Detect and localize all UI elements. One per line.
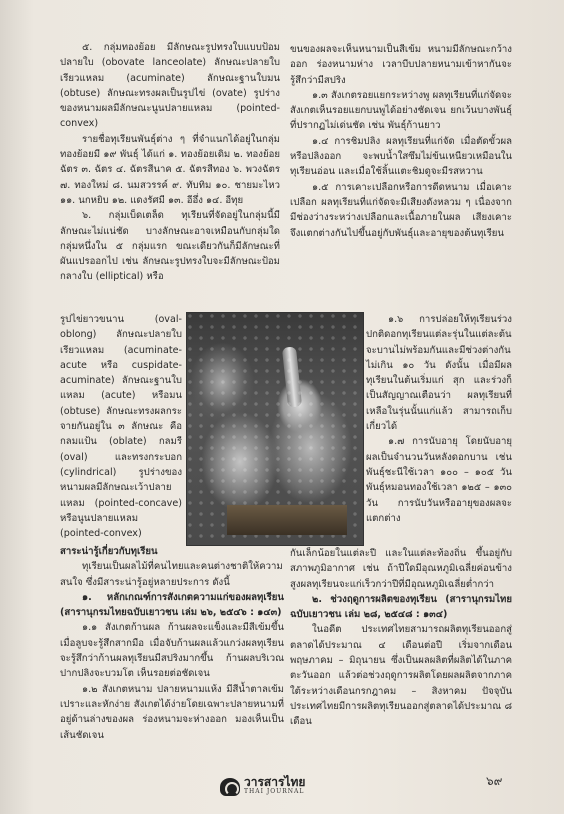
- left-column-wrap: [60, 312, 182, 541]
- paragraph: ในอดีต ประเทศไทยสามารถผลิตทุเรียนออกสู่ตลาดได้ประมาณ ๔ เดือนต่อปี เริ่มจากเดือนพฤษภาคม – มิถุนายน ซึ่งเป็นผลผลิตที่ผลิตได้ในภาคตะวันออก แล้วต่อช่วงฤดูการผลิตโดยผลผลิตจากภาคใต้ระหว่างเดือนกรกฎาคม – สิงหาคม ปัจจุบันประเทศไทยมีการผลิตทุเรียนออกสู่ตลาดได้ประมาณ ๘ เดือน: [290, 624, 512, 728]
- paragraph: ๑.๑ สังเกตก้านผล ก้านผลจะแข็งและมีสีเข้มขึ้น เมื่อลูบจะรู้สึกสากมือ เมื่อจับก้านผลแล้วแกว่งผลทุเรียนจะรู้สึกว่าก้านผลทุเรียนมีสปริงมากขึ้น ก้านผลบริเวณปากปลิงจะบวมโต เห็นรอยต่อชัดเจน: [60, 622, 284, 680]
- left-column-top: [60, 40, 280, 285]
- paragraph: ขนของผลจะเห็นหนามเป็นสีเข้ม หนามมีลักษณะกว้างออก ร่องหนามห่าง เวลาบีบปลายหนามเข้าหากันจะรู้สึกว่ามีสปริง: [290, 44, 512, 86]
- durian-photo: [186, 312, 364, 546]
- right-column-wrap: [366, 312, 512, 526]
- paragraph: ๑.๕ การเคาะเปลือกหรือการดีดหนาม เมื่อเคาะเปลือก ผลทุเรียนที่แก่จัดจะมีเสียงดังหลวม ๆ เนื่องจากมีช่องว่างระหว่างเปลือกและเนื้อภายในผล เสียงเคาะจึงแตกต่างกันไปขึ้นอยู่กับพันธุ์และอายุของต้นทุเรียน: [290, 181, 512, 239]
- section-heading: สาระน่ารู้เกี่ยวกับทุเรียน: [60, 546, 158, 557]
- journal-logo: [220, 775, 360, 799]
- paragraph: รายชื่อทุเรียนพันธุ์ต่าง ๆ ที่จำแนกได้อยู่ในกลุ่มทองย้อยมี ๑๙ พันธุ์ ได้แก่ ๑. ทองย้อยเดิม ๒. ทองย้อยฉัตร ๓. ฉัตร ๔. ฉัตรสีนาค ๕. ฉัตรสีทอง ๖. พวงฉัตร ๗. ทองใหม่ ๘. นมสวรรค์ ๙. ทับทิม ๑๐. ชายมะไหว ๑๑. นกหยิบ ๑๒. แดงรัศมี ๑๓. อีอึ่ง ๑๔. อีทุย: [60, 133, 280, 206]
- page-number: ๖๙: [486, 774, 503, 788]
- left-column-bottom: [60, 544, 284, 743]
- photo-stand: [227, 505, 347, 535]
- paragraph: ๑.๔ การชิมปลิง ผลทุเรียนที่แก่จัด เมื่อตัดขั้วผลหรือปลิงออก จะพบน้ำใสซึมไม่ข้นเหนียวเหมือนในทุเรียนอ่อน และเมื่อใช้ลิ้นแตะชิมดูจะมีรสหวาน: [290, 135, 512, 178]
- paragraph: ๑.๒ สังเกตหนาม ปลายหนามแห้ง มีสีน้ำตาลเข้ม เปราะและหักง่าย สังเกตได้ง่ายโดยเฉพาะปลายหนามที่อยู่ด้านล่างของผล ร่องหนามจะห่างออก มองเห็นเป็นเส้นชัดเจน: [60, 683, 284, 741]
- paragraph: ๖. กลุ่มเบ็ดเตล็ด ทุเรียนที่จัดอยู่ในกลุ่มนี้มีลักษณะไม่แน่ชัด บางลักษณะอาจเหมือนกับกลุ่มใดกลุ่มหนึ่งใน ๕ กลุ่มแรก ขณะเดียวกันก็มีลักษณะที่ผันแปรออกไป เช่น ลักษณะรูปทรงใบจะมีลักษณะป้อมกลางใบ (elliptical) หรือ: [60, 210, 280, 283]
- paragraph: กันเล็กน้อยในแต่ละปี และในแต่ละท้องถิ่น ขึ้นอยู่กับสภาพภูมิอากาศ เช่น ถ้าปีใดมีอุณหภูมิเฉลี่ยค่อนข้างสูงผลทุเรียนจะแก่เร็วกว่าปีที่มีอุณหภูมิเฉลี่ยต่ำกว่า: [290, 548, 512, 590]
- paragraph: ๕. กลุ่มทองย้อย มีลักษณะรูปทรงใบแบบป้อมปลายใบ (obovate lanceolate) ลักษณะปลายใบเรียวแหลม (acuminate) ลักษณะฐานใบมน (obtuse) ลักษณะทรงผลเป็นรูปไข่ (ovate) รูปร่างของหนามผลมีลักษณะนูนปลายแหลม (pointed-convex): [60, 42, 280, 130]
- paragraph: ๑.๗ การนับอายุ โดยนับอายุผลเป็นจำนวนวันหลังดอกบาน เช่น พันธุ์ชะนีใช้เวลา ๑๐๐ – ๑๐๕ วัน พันธุ์หมอนทองใช้เวลา ๑๒๕ – ๑๓๐ วัน การนับวันหรืออายุของผลจะแตกต่าง: [366, 436, 512, 524]
- right-column-top: [290, 42, 512, 241]
- logo-english-text: THAI JOURNAL: [244, 788, 305, 795]
- logo-text: [244, 777, 305, 797]
- paragraph: รูปไข่ยาวขนาน (oval-oblong) ลักษณะปลายใบเรียวแหลม (acuminate-acute หรือ cuspidate-acuminate) ลักษณะฐานใบแหลม (acute) หรือมน (obtuse) ลักษณะทรงผลกระจายกันอยู่ใน ๓ ลักษณะ คือ กลมแป้น (oblate) กลมรี (oval) และทรงกระบอก (cylindrical) รูปร่างของหนามผลมีลักษณะเว้าปลายแหลม (pointed-concave) หรือนูนปลายแหลม (pointed-convex): [60, 314, 182, 540]
- paragraph: ทุเรียนเป็นผลไม้ที่คนไทยและคนต่างชาติให้ความสนใจ ซึ่งมีสาระน่ารู้อยู่หลายประการ ดังนี้: [60, 561, 283, 588]
- right-column-bottom: [290, 546, 512, 730]
- paragraph: ๑.๖ การปล่อยให้ทุเรียนร่วง ปกติดอกทุเรียนแต่ละรุ่นในแต่ละต้นจะบานไม่พร้อมกันและมีช่วงต่างกันไม่เกิน ๑๐ วัน ดังนั้น เมื่อมีผลทุเรียนในต้นเริ่มแก่ สุก และร่วงก็เป็นสัญญาณเตือนว่า ผลทุเรียนที่เหลือในรุ่นนั้นแก่แล้ว สามารถเก็บเกี่ยวได้: [366, 314, 512, 433]
- subsection-heading: ๒. ช่วงฤดูการผลิตของทุเรียน (สารานุกรมไทยฉบับเยาวชน เล่ม ๒๘, ๒๕๔๘ : ๑๓๔): [290, 593, 512, 621]
- logo-icon: [220, 778, 240, 796]
- subsection-heading: ๑. หลักเกณฑ์การสังเกตความแก่ของผลทุเรียน (สารานุกรมไทยฉบับเยาวชน เล่ม ๒๖, ๒๕๔๖ : ๑๔๓): [60, 591, 284, 619]
- logo-thai-text: วารสารไทย: [244, 775, 306, 789]
- paragraph: ๑.๓ สังเกตรอยแยกระหว่างพู ผลทุเรียนที่แก่จัดจะสังเกตเห็นรอยแยกบนพูได้อย่างชัดเจน ยกเว้นบางพันธุ์ที่ปรากฏไม่เด่นชัด เช่น พันธุ์ก้านยาว: [290, 89, 512, 132]
